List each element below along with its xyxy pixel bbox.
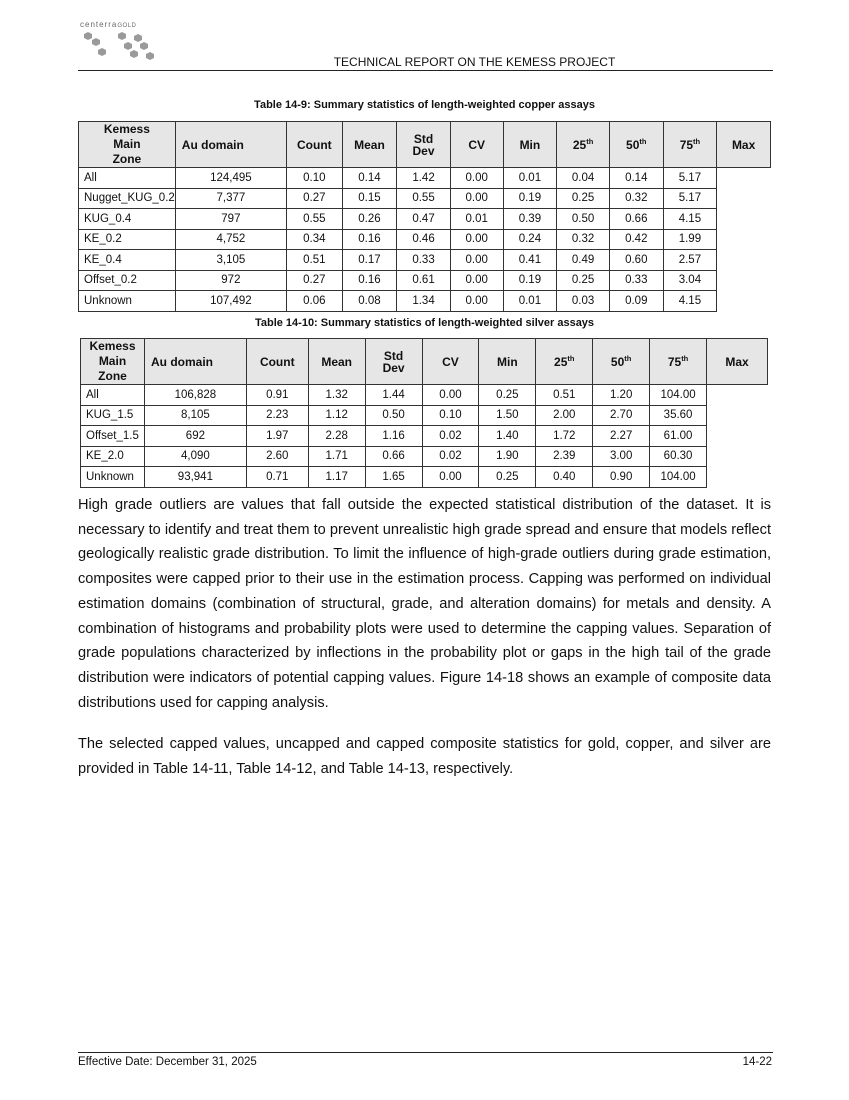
effective-date: Effective Date: December 31, 2025 [78,1056,257,1068]
value-cell: 0.90 [593,467,650,488]
value-cell: 0.00 [450,229,503,250]
value-cell: 0.02 [422,426,479,447]
value-cell: 60.30 [650,446,707,467]
column-header: Max [717,122,771,168]
zone-label: Kemess Main Zone [81,339,145,385]
column-header-p50: 50th [609,122,663,168]
value-cell: 4.15 [663,291,717,312]
value-cell: 1.42 [397,168,451,189]
value-cell: 4,752 [175,229,286,250]
value-cell: 0.08 [342,291,396,312]
column-header: Min [479,339,536,385]
value-cell: 0.00 [422,467,479,488]
value-cell: 2.00 [536,405,593,426]
value-cell: 0.00 [450,250,503,271]
column-header-p25: 25th [557,122,610,168]
logo-wordmark: centerraGOLD [80,20,137,29]
value-cell: 1.17 [308,467,365,488]
column-header: Au domain [144,339,246,385]
domain-cell: Offset_1.5 [81,426,145,447]
value-cell: 0.04 [557,168,610,189]
value-cell: 1.20 [593,385,650,406]
value-cell: 0.91 [246,385,308,406]
value-cell: 2.23 [246,405,308,426]
value-cell: 1.16 [365,426,422,447]
value-cell: 0.10 [422,405,479,426]
value-cell: 1.72 [536,426,593,447]
value-cell: 0.49 [557,250,610,271]
column-header: Au domain [175,122,286,168]
value-cell: 0.19 [503,188,557,209]
value-cell: 0.25 [557,188,610,209]
value-cell: 0.42 [609,229,663,250]
value-cell: 35.60 [650,405,707,426]
value-cell: 0.25 [479,467,536,488]
domain-cell: KE_0.2 [79,229,176,250]
value-cell: 61.00 [650,426,707,447]
value-cell: 3.04 [663,270,717,291]
value-cell: 0.00 [450,168,503,189]
value-cell: 0.14 [609,168,663,189]
table-caption-silver: Table 14-10: Summary statistics of length-weighted silver assays [254,317,595,329]
body-paragraph-outliers: High grade outliers are values that fall outside the expected statistical distribution of the dataset. It is necessary to identify and treat them to prevent unrealistic high grade spread and ensure that models reflect geologically realistic grade distribution. To limit the influence of high-grade outliers during grade estimation, composites were capped prior to their use in the estimation process. Capping was performed on individual estimation domains (combination of structural, grade, and alteration domains) for metals and density. A combination of histograms and probability plots were used to determine the capping values. Separation of grade populations characterized by inflections in the probability plot or gaps in the high tail of the grade distribution were indicators of potential capping values. Figure 14-18 shows an example of composite data distributions used for capping analysis. [78,497,771,711]
value-cell: 0.16 [342,270,396,291]
silver-assay-table [80,338,768,488]
value-cell: 0.32 [557,229,610,250]
copper-assay-table [78,121,771,312]
value-cell: 0.27 [286,270,342,291]
value-cell: 0.26 [342,209,396,230]
value-cell: 104.00 [650,385,707,406]
value-cell: 0.01 [503,291,557,312]
table-header-row [81,339,768,385]
value-cell: 0.14 [342,168,396,189]
column-header-std-dev: Std Dev [397,122,451,168]
value-cell: 2.60 [246,446,308,467]
value-cell: 1.34 [397,291,451,312]
value-cell: 0.61 [397,270,451,291]
domain-cell: Unknown [81,467,145,488]
value-cell: 0.33 [397,250,451,271]
column-header: Max [707,339,768,385]
value-cell: 5.17 [663,188,717,209]
value-cell: 0.01 [503,168,557,189]
value-cell: 1.71 [308,446,365,467]
value-cell: 106,828 [144,385,246,406]
column-header: CV [450,122,503,168]
value-cell: 797 [175,209,286,230]
value-cell: 0.25 [479,385,536,406]
value-cell: 0.60 [609,250,663,271]
value-cell: 0.46 [397,229,451,250]
value-cell: 0.66 [365,446,422,467]
value-cell: 3.00 [593,446,650,467]
domain-cell: KE_0.4 [79,250,176,271]
value-cell: 2.57 [663,250,717,271]
value-cell: 0.24 [503,229,557,250]
footer-divider [78,1052,773,1053]
value-cell: 0.33 [609,270,663,291]
value-cell: 0.00 [450,291,503,312]
column-header: Count [246,339,308,385]
value-cell: 1.44 [365,385,422,406]
value-cell: 0.47 [397,209,451,230]
column-header-p75: 75th [663,122,717,168]
value-cell: 0.16 [342,229,396,250]
value-cell: 0.00 [450,188,503,209]
value-cell: 1.12 [308,405,365,426]
zone-label: Kemess Main Zone [79,122,176,168]
value-cell: 0.19 [503,270,557,291]
value-cell: 0.00 [422,385,479,406]
value-cell: 0.39 [503,209,557,230]
value-cell: 1.97 [246,426,308,447]
report-title: TECHNICAL REPORT ON THE KEMESS PROJECT [333,55,616,69]
value-cell: 0.09 [609,291,663,312]
value-cell: 0.06 [286,291,342,312]
table-row [81,446,768,467]
value-cell: 5.17 [663,168,717,189]
column-header: Mean [342,122,396,168]
value-cell: 0.51 [536,385,593,406]
column-header-p25: 25th [536,339,593,385]
value-cell: 0.15 [342,188,396,209]
value-cell: 1.40 [479,426,536,447]
column-header: Mean [308,339,365,385]
value-cell: 0.10 [286,168,342,189]
domain-cell: KUG_1.5 [81,405,145,426]
table-caption-copper: Table 14-9: Summary statistics of length-weighted copper assays [254,99,595,111]
value-cell: 1.32 [308,385,365,406]
domain-cell: All [79,168,176,189]
value-cell: 972 [175,270,286,291]
table-row [79,188,771,209]
column-header-p75: 75th [650,339,707,385]
value-cell: 107,492 [175,291,286,312]
domain-cell: Offset_0.2 [79,270,176,291]
value-cell: 0.41 [503,250,557,271]
value-cell: 0.27 [286,188,342,209]
column-header-p50: 50th [593,339,650,385]
value-cell: 0.01 [450,209,503,230]
value-cell: 3,105 [175,250,286,271]
column-header-std-dev: Std Dev [365,339,422,385]
value-cell: 0.50 [557,209,610,230]
value-cell: 2.27 [593,426,650,447]
value-cell: 0.71 [246,467,308,488]
value-cell: 2.70 [593,405,650,426]
value-cell: 2.39 [536,446,593,467]
value-cell: 0.25 [557,270,610,291]
domain-cell: All [81,385,145,406]
value-cell: 0.00 [450,270,503,291]
column-header: Count [286,122,342,168]
value-cell: 93,941 [144,467,246,488]
page-number: 14-22 [742,1056,772,1068]
value-cell: 4,090 [144,446,246,467]
value-cell: 0.32 [609,188,663,209]
domain-cell: KE_2.0 [81,446,145,467]
domain-cell: Nugget_KUG_0.2 [79,188,176,209]
table-row [81,385,768,406]
value-cell: 0.50 [365,405,422,426]
value-cell: 0.55 [286,209,342,230]
table-row [79,291,771,312]
domain-cell: Unknown [79,291,176,312]
table-row [79,168,771,189]
table-row [79,270,771,291]
value-cell: 0.66 [609,209,663,230]
value-cell: 0.40 [536,467,593,488]
value-cell: 0.55 [397,188,451,209]
value-cell: 104.00 [650,467,707,488]
value-cell: 2.28 [308,426,365,447]
value-cell: 124,495 [175,168,286,189]
value-cell: 0.51 [286,250,342,271]
column-header: CV [422,339,479,385]
value-cell: 8,105 [144,405,246,426]
table-row [81,405,768,426]
value-cell: 0.17 [342,250,396,271]
body-paragraph-capped-values: The selected capped values, uncapped and capped composite statistics for gold, copper, and silver are provided in Table 14-11, Table 14-12, and Table 14-13, respectively. [78,736,771,777]
table-row [81,426,768,447]
value-cell: 692 [144,426,246,447]
table-row [79,229,771,250]
table-header-row [79,122,771,168]
table-row [79,209,771,230]
value-cell: 0.03 [557,291,610,312]
value-cell: 1.65 [365,467,422,488]
value-cell: 4.15 [663,209,717,230]
value-cell: 1.90 [479,446,536,467]
table-row [79,250,771,271]
value-cell: 1.99 [663,229,717,250]
value-cell: 0.34 [286,229,342,250]
value-cell: 7,377 [175,188,286,209]
table-row [81,467,768,488]
column-header: Min [503,122,557,168]
header-divider [78,70,773,71]
domain-cell: KUG_0.4 [79,209,176,230]
value-cell: 1.50 [479,405,536,426]
value-cell: 0.02 [422,446,479,467]
